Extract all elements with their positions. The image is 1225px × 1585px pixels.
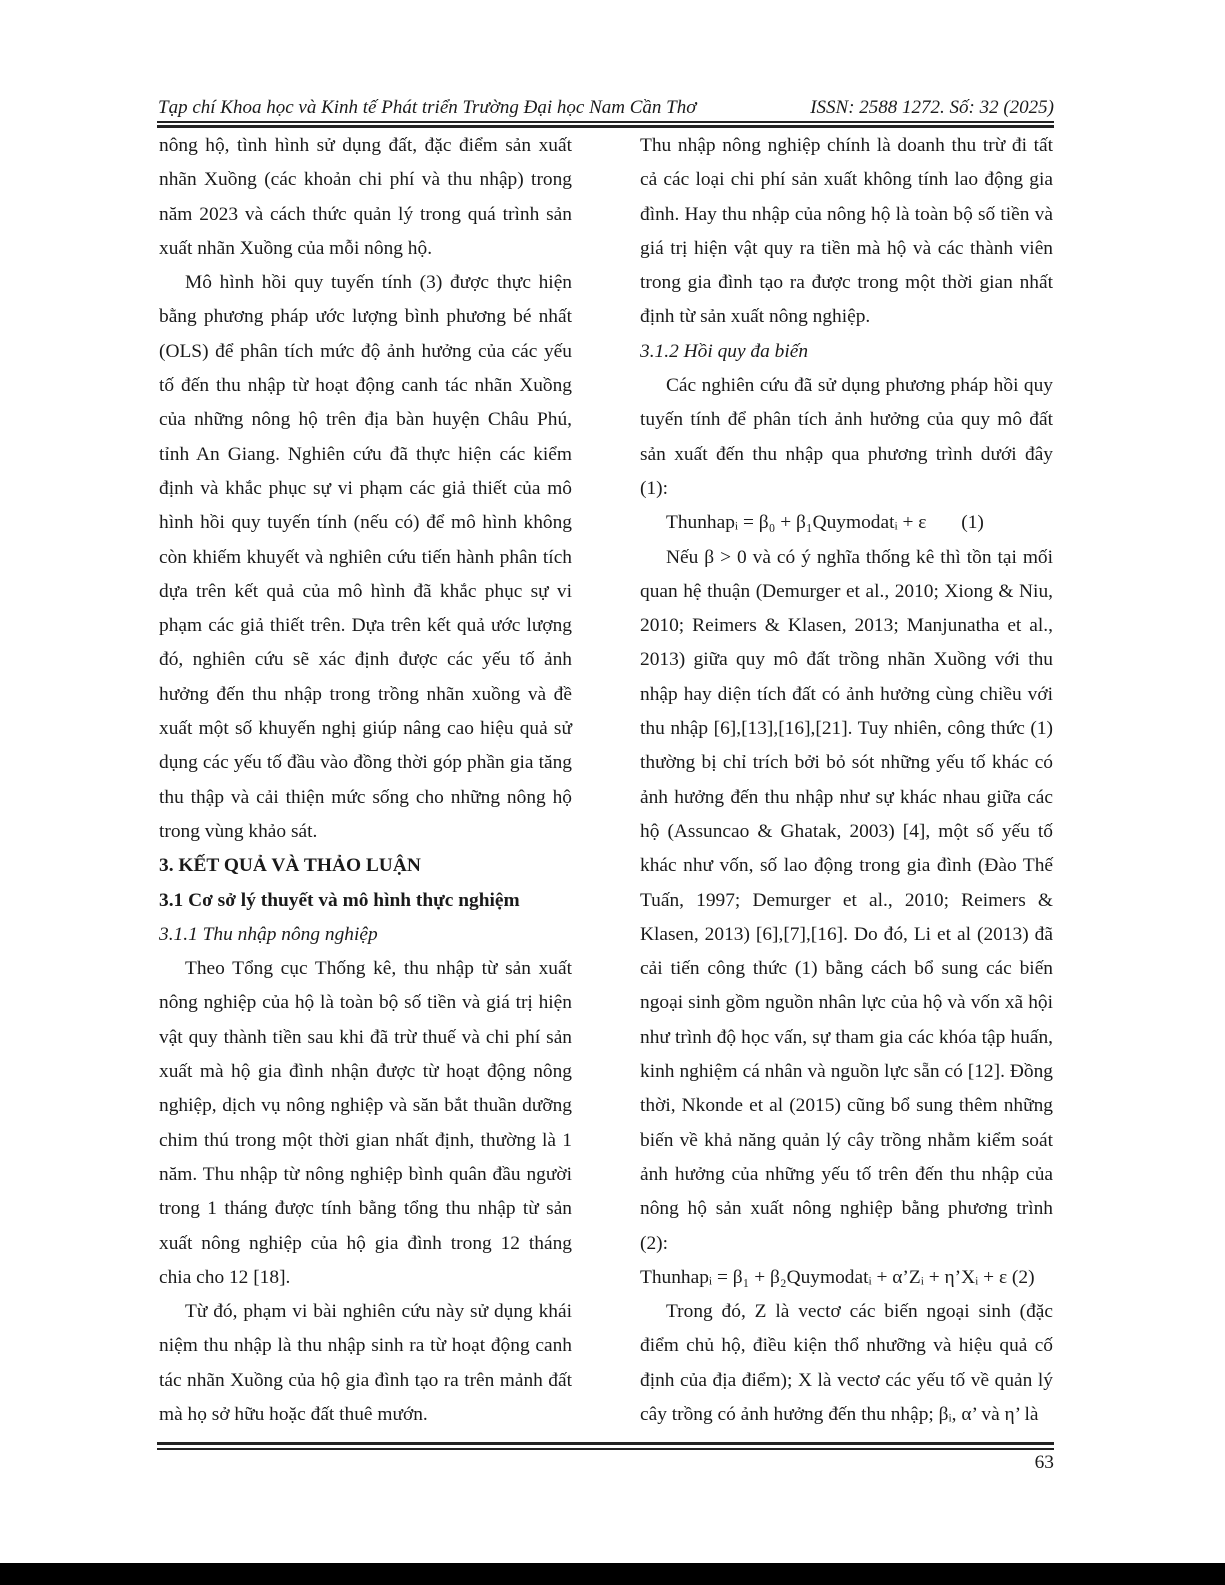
footer-rule — [157, 1448, 1054, 1450]
running-header — [158, 96, 1054, 120]
paragraph: Các nghiên cứu đã sử dụng phương pháp hồi quy tuyến tính để phân tích ảnh hưởng của quy mô đất sản xuất đến thu nhập qua phương trình dưới đây (1): — [640, 375, 1053, 499]
left-column — [159, 129, 572, 1432]
subsection-heading: 3.1 Cơ sở lý thuyết và mô hình thực nghiệm — [159, 889, 520, 911]
bottom-edge-bar — [0, 1563, 1225, 1585]
paragraph: Theo Tổng cục Thống kê, thu nhập từ sản xuất nông nghiệp của hộ là toàn bộ số tiền và giá trị hiện vật quy thành tiền sau khi đã trừ thuế và chi phí sản xuất mà hộ gia đình nhận được từ hoạt động nông nghiệp, dịch vụ nông nghiệp và săn bắt thuần dưỡng chim thú trong một thời gian nhất định, thường là 1 năm. Thu nhập từ nông nghiệp bình quân đầu người trong 1 tháng được tính bằng tổng thu nhập từ sản xuất nông nghiệp của hộ gia đình trong 12 tháng chia cho 12 [18]. — [159, 958, 572, 1288]
subsubsection-heading: 3.1.2 Hồi quy đa biến — [640, 340, 809, 362]
page-number: 63 — [1034, 1452, 1054, 1473]
paragraph: Từ đó, phạm vi bài nghiên cứu này sử dụng khái niệm thu nhập là thu nhập sinh ra từ hoạt động canh tác nhãn Xuồng của hộ gia đình tạo ra trên mảnh đất mà họ sở hữu hoặc đất thuê mướn. — [159, 1301, 572, 1425]
paragraph: Mô hình hồi quy tuyến tính (3) được thực hiện bằng phương pháp ước lượng bình phương bé nhất (OLS) để phân tích mức độ ảnh hưởng của các yếu tố đến thu nhập từ hoạt động canh tác nhãn Xuồng của những nông hộ trên địa bàn huyện Châu Phú, tỉnh An Giang. Nghiên cứu đã thực hiện các kiểm định và khắc phục sự vi phạm các giả thiết của mô hình hồi quy tuyến tính (nếu có) để mô hình không còn khiếm khuyết và nghiên cứu tiến hành phân tích dựa trên kết quả của mô hình đã khắc phục sự vi phạm các giả thiết trên. Dựa trên kết quả ước lượng đó, nghiên cứu sẽ xác định được các yếu tố ảnh hưởng đến thu nhập trong trồng nhãn xuồng và đề xuất một số khuyến nghị giúp nâng cao hiệu quả sử dụng các yếu tố đầu vào đồng thời góp phần gia tăng thu thập và cải thiện mức sống cho những nông hộ trong vùng khảo sát. — [159, 272, 572, 842]
equation-1-text: Thunhapᵢ = β₀ + β₁Quymodatᵢ + ε — [666, 512, 927, 534]
equation-2: Thunhapᵢ = β₁ + β₂Quymodatᵢ + α’Zᵢ + η’Xᵢ + ε (2) — [640, 1266, 1035, 1288]
section-heading: 3. KẾT QUẢ VÀ THẢO LUẬN — [159, 855, 421, 877]
header-rule — [157, 121, 1054, 123]
paragraph: nông hộ, tình hình sử dụng đất, đặc điểm sản xuất nhãn Xuồng (các khoản chi phí và thu nhập) trong năm 2023 và cách thức quản lý trong quá trình sản xuất nhãn Xuồng của mỗi nông hộ. — [159, 135, 572, 259]
paragraph: Thu nhập nông nghiệp chính là doanh thu trừ đi tất cả các loại chi phí sản xuất không tính lao động gia đình. Hay thu nhập của nông hộ là toàn bộ số tiền và giá trị hiện vật quy ra tiền mà hộ và các thành viên trong gia đình tạo ra được trong một thời gian nhất định từ sản xuất nông nghiệp. — [640, 135, 1053, 328]
equation-1-number: (1) — [961, 512, 984, 534]
issn-info: ISSN: 2588 1272. Số: 32 (2025) — [810, 97, 1054, 118]
right-column — [640, 129, 1053, 1432]
paragraph: Nếu β > 0 và có ý nghĩa thống kê thì tồn tại mối quan hệ thuận (Demurger et al., 2010; Xiong & Niu, 2010; Reimers & Klasen, 2013; Manjunatha et al., 2013) giữa quy mô đất trồng nhãn Xuồng với thu nhập hay diện tích đất có ảnh hưởng cùng chiều với thu nhập [6],[13],[16],[21]. Tuy nhiên, công thức (1) thường bị chỉ trích bởi bỏ sót những yếu tố khác có ảnh hưởng đến thu nhập như sự khác nhau giữa các hộ (Assuncao & Ghatak, 2003) [4], một số yếu tố khác như vốn, số lao động trong gia đình (Đào Thế Tuấn, 1997; Demurger et al., 2010; Reimers & Klasen, 2013) [6],[7],[16]. Do đó, Li et al (2013) đã cải tiến công thức (1) bằng cách bổ sung các biến ngoại sinh gồm nguồn nhân lực của hộ và vốn xã hội như trình độ học vấn, sự tham gia các khóa tập huấn, kinh nghiệm cá nhân và nguồn lực sẵn có [12]. Đồng thời, Nkonde et al (2015) cũng bổ sung thêm những biến về khả năng quản lý cây trồng nhằm kiểm soát ảnh hưởng của những yếu tố trên đến thu nhập của nông hộ sản xuất nông nghiệp bằng phương trình (2): — [640, 546, 1053, 1254]
journal-title: Tạp chí Khoa học và Kinh tế Phát triển Trường Đại học Nam Cần Thơ — [158, 97, 697, 118]
equation-1 — [640, 506, 1053, 540]
subsubsection-heading: 3.1.1 Thu nhập nông nghiệp — [159, 923, 378, 945]
footer-rule-thick — [157, 1442, 1054, 1445]
header-rule-thick — [157, 125, 1054, 128]
paragraph: Trong đó, Z là vectơ các biến ngoại sinh (đặc điểm chủ hộ, điều kiện thổ nhưỡng và hiệu quả cố định của địa điểm); X là vectơ các yếu tố về quản lý cây trồng có ảnh hưởng đến thu nhập; βᵢ, α’ và η’ là — [640, 1301, 1053, 1425]
